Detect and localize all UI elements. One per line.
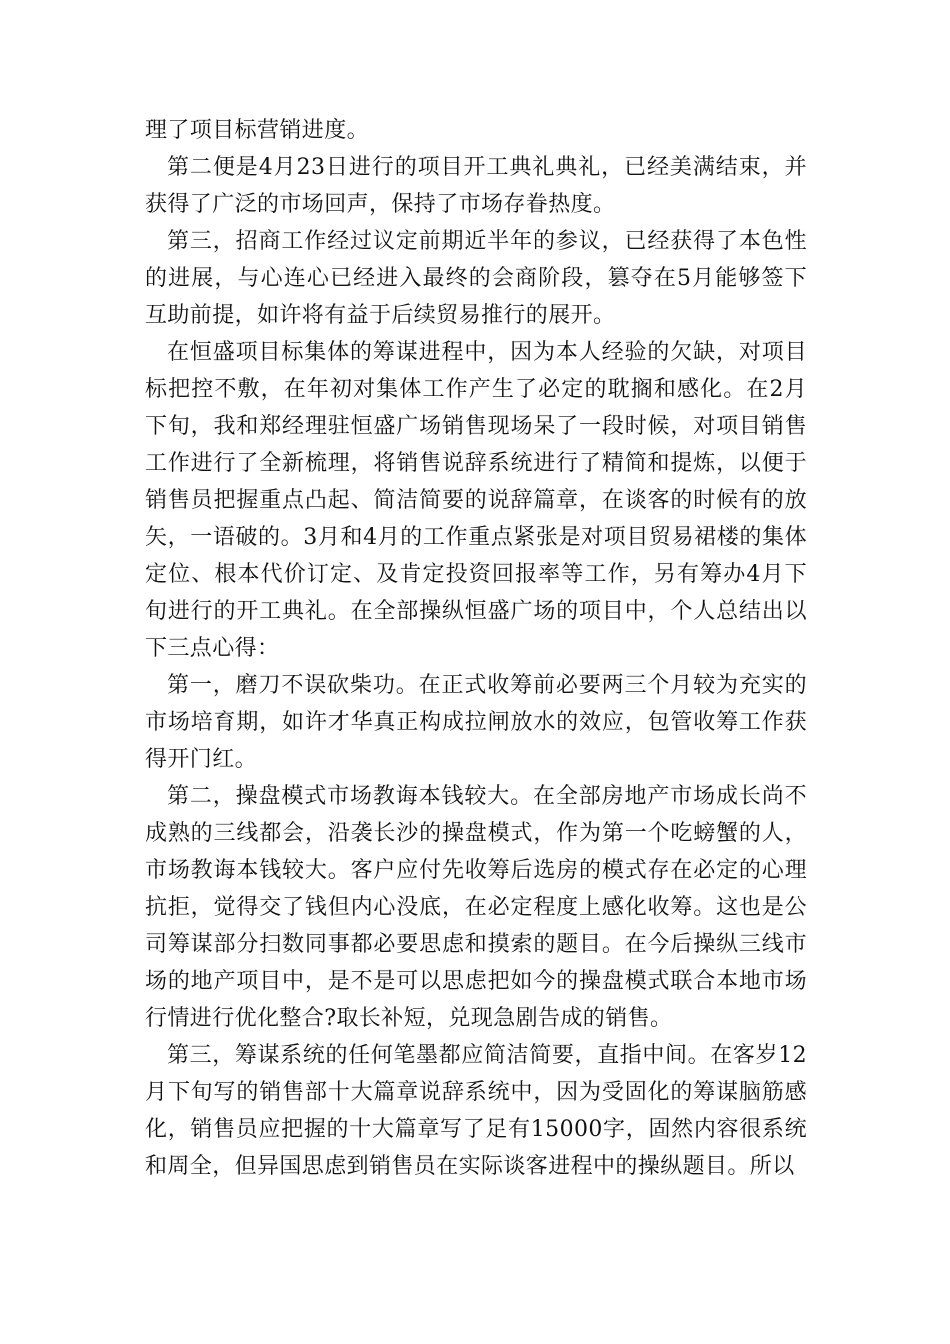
paragraph-project-review: 在恒盛项目标集体的筹谋进程中，因为本人经验的欠缺，对项目标把控不敷，在年初对集体工作产生了必定的耽搁和感化。在2月下旬，我和郑经理驻恒盛广场销售现场呆了一段时候，对项目销售工作进行了全新梳理，将销售说辞系统进行了精简和提炼，以便于销售员把握重点凸起、简洁简要的说辞篇章，在谈客的时候有的放矢，一语破的。3月和4月的工作重点紧张是对项目贸易裙楼的集体定位、根本代价订定、及肯定投资回报率等工作，另有筹办4月下旬进行的开工典礼。在全部操纵恒盛广场的项目中，个人总结出以下三点心得： <box>145 340 807 661</box>
paragraph-third-point: 第三，招商工作经过议定前期近半年的参议，已经获得了本色性的进展，与心连心已经进入最终的会商阶段，篡夺在5月能够签下互助前提，如许将有益于后续贸易推行的展开。 <box>145 229 807 328</box>
paragraph-insight-three: 第三，筹谋系统的任何笔墨都应简洁简要，直指中间。在客岁12月下旬写的销售部十大篇章说辞系统中，因为受固化的筹谋脑筋感化，销售员应把握的十大篇章写了足有15000字，固然内容很系统和周全，但异国思虑到销售员在实际谈客进程中的操纵题目。所以 <box>145 1043 807 1179</box>
document-body <box>145 112 807 1185</box>
paragraph-second-point: 第二便是4月23日进行的项目开工典礼典礼，已经美满结束，并获得了广泛的市场回声，保持了市场存眷热度。 <box>145 155 807 217</box>
paragraph-insight-one: 第一，磨刀不误砍柴功。在正式收筹前必要两三个月较为充实的市场培育期，如许才华真正构成拉闸放水的效应，包管收筹工作获得开门红。 <box>145 673 807 772</box>
paragraph-insight-two: 第二，操盘模式市场教诲本钱较大。在全部房地产市场成长尚不成熟的三线都会，沿袭长沙的操盘模式，作为第一个吃螃蟹的人，市场教诲本钱较大。客户应付先收筹后选房的模式存在必定的心理抗拒，觉得交了钱但内心没底，在必定程度上感化收筹。这也是公司筹谋部分扫数同事都必要思虑和摸索的题目。在今后操纵三线市场的地产项目中，是不是可以思虑把如今的操盘模式联合本地市场行情进行优化整合?取长补短，兑现急剧告成的销售。 <box>145 784 807 1031</box>
paragraph-continuation: 理了项目标营销进度。 <box>145 118 370 143</box>
